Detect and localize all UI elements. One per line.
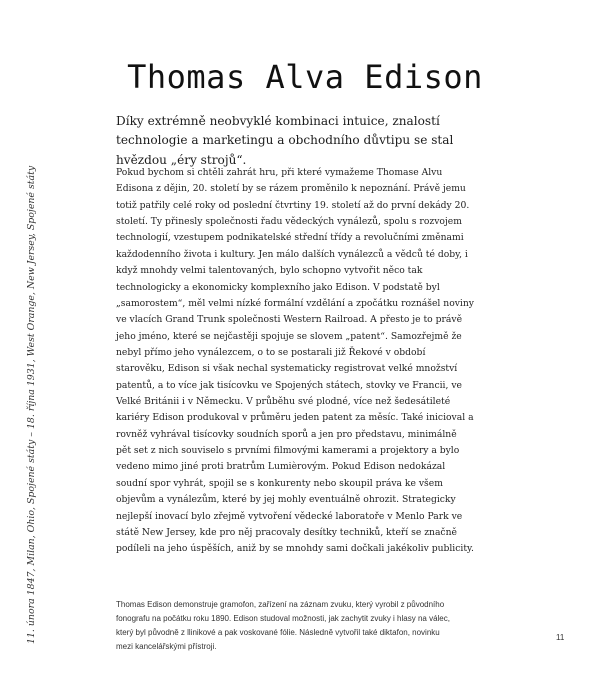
- life-dates-sidebar: 11. února 1847, Milan, Ohio, Spojené státy – 18. října 1931, West Orange, New Jersey, Spojené státy: [26, 165, 37, 644]
- body-text: Pokud bychom si chtěli zahrát hru, při které vymažeme Thomase Alvu Edisona z dějin, 20. století by se rázem proměnilo k nepoznání. Právě jemu totiž patřily celé roky od poslední čtvrtiny 19. století až do první dekády 20. století. Ty přinesly společnosti řadu vědeckých vynálezů, spolu s rozvojem technologií, vzestupem podnikatelské střední třídy a revolučními změnami každodenního života i kultury. Jen málo dalších vynálezců a vědců té doby, i když mnohdy velmi talentovaných, bylo schopno vytvořit něco tak technologicky a ekonomicky komplexního jako Edison. V podstatě byl „samorostem“, měl velmi nízké formální vzdělání a zpočátku roznášel noviny ve vlacích Grand Trunk společnosti Western Railroad. A přesto je to právě jeho jméno, které se nejčastěji spojuje se slovem „patent“. Samozřejmě že nebyl přímo jeho vynálezcem, o to se postarali již Řekové v období starověku, Edison si však nechal systematicky registrovat velké množství patentů, a to více jak tisícovku ve Spojených státech, stovky ve Francii, ve Velké Británii i v Německu. V průběhu své plodné, více než šedesátileté kariéry Edison produkoval v průměru jeden patent za měsíc. Také inicioval a rovněž vyhrával tisícovky soudních sporů a jen pro představu, minimálně pět set z nich souviselo s prvními filmovými kamerami a projektory a bylo vedeno mimo jiné proti bratrům Lumièrovým. Pokud Edison nedokázal soudní spor vyhrát, spojil se s konkurenty nebo skoupil práva ke všem objevům a vynálezům, které by jej mohly eventuálně ohrozit. Strategicky nejlepší inovací bylo zřejmě vytvoření vědecké laboratoře v Menlo Park ve státě New Jersey, kde pro něj pracovaly desítky techniků, kteří se značně podíleli na jeho úspěších, aniž by se mnohdy sami dočkali jakékoliv publicity.: [116, 167, 474, 555]
- photo-caption: Thomas Edison demonstruje gramofon, zařízení na záznam zvuku, který vyrobil z původního fonografu na počátku roku 1890. Edison studoval možnosti, jak zachytit zvuky i hlasy na válec, který byl původně z llinikové a pak voskované fólie. Následně vytvořil také diktafon, novinku mezi kancelářskými přístroji.: [116, 600, 450, 651]
- page-number: 11: [556, 633, 565, 642]
- page-title: Thomas Alva Edison: [127, 58, 483, 96]
- lead-paragraph: Díky extrémně neobvyklé kombinaci intuice, znalostí technologie a marketingu a obchodního důvtipu se stal hvězdou „éry strojů“.: [116, 114, 454, 167]
